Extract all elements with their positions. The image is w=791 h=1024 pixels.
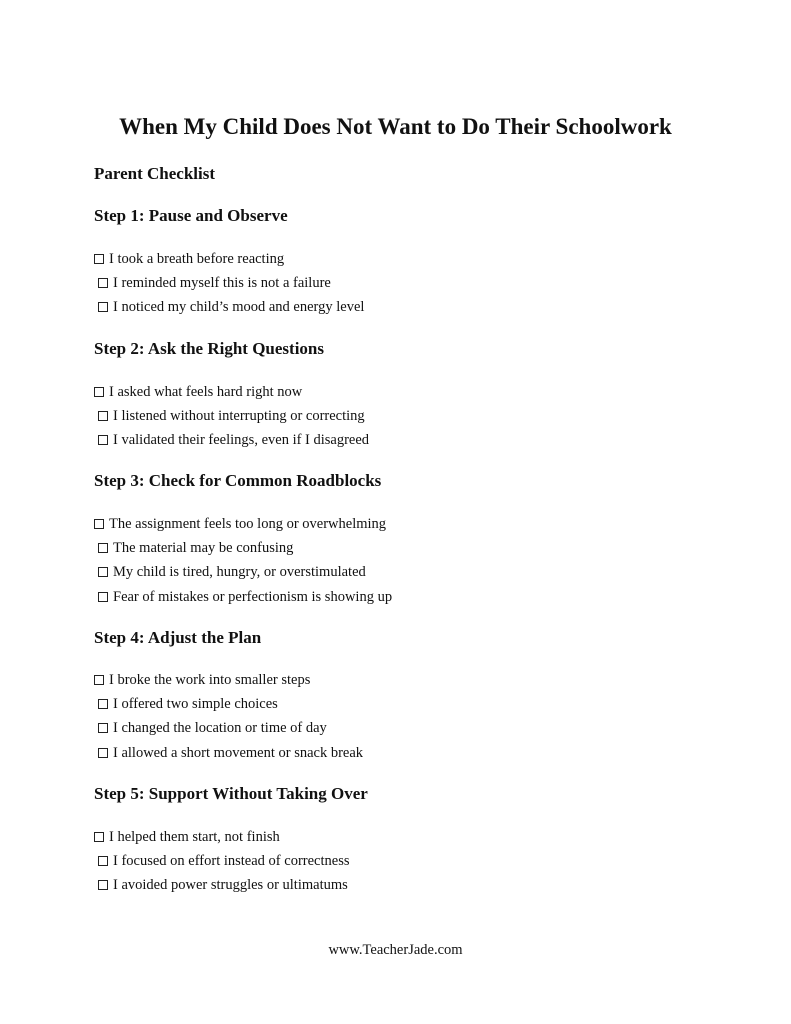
checkbox-icon[interactable]	[98, 592, 108, 602]
checklist-item-label: I broke the work into smaller steps	[109, 672, 311, 688]
checklist-item-label: My child is tired, hungry, or overstimulated	[113, 564, 366, 580]
checklist-item-label: I helped them start, not finish	[109, 829, 280, 845]
checklist-item[interactable]	[98, 587, 392, 607]
checklist-item-label: I asked what feels hard right now	[109, 384, 303, 400]
step-2-heading: Step 2: Ask the Right Questions	[94, 339, 325, 358]
checkbox-icon[interactable]	[98, 856, 108, 866]
checkbox-icon[interactable]	[98, 435, 108, 445]
checklist-item[interactable]	[98, 297, 364, 317]
checklist-item[interactable]	[94, 382, 302, 402]
checklist-item[interactable]	[98, 273, 331, 293]
checkbox-icon[interactable]	[94, 675, 104, 685]
checklist-item-label: I noticed my child’s mood and energy level	[113, 299, 365, 315]
checkbox-icon[interactable]	[98, 723, 108, 733]
checklist-item[interactable]	[94, 514, 386, 534]
checklist-item[interactable]	[98, 538, 293, 558]
checklist-item[interactable]	[94, 827, 280, 847]
checkbox-icon[interactable]	[98, 278, 108, 288]
checklist-item-label: I took a breath before reacting	[109, 251, 285, 267]
checklist-item-label: The material may be confusing	[113, 540, 294, 556]
checkbox-icon[interactable]	[98, 699, 108, 709]
checkbox-icon[interactable]	[98, 748, 108, 758]
checklist-item[interactable]	[94, 249, 284, 269]
checklist-subtitle: Parent Checklist	[94, 164, 216, 183]
checkbox-icon[interactable]	[98, 880, 108, 890]
checkbox-icon[interactable]	[94, 387, 104, 397]
checkbox-icon[interactable]	[98, 543, 108, 553]
checklist-item[interactable]	[98, 562, 366, 582]
footer-website: www.TeacherJade.com	[328, 942, 463, 958]
checkbox-icon[interactable]	[94, 254, 104, 264]
step-3-heading: Step 3: Check for Common Roadblocks	[94, 471, 382, 490]
checklist-item[interactable]	[98, 694, 278, 714]
page-title: When My Child Does Not Want to Do Their Schoolwork	[119, 114, 672, 139]
checklist-item-label: The assignment feels too long or overwhelming	[109, 516, 387, 532]
checklist-item-label: I reminded myself this is not a failure	[113, 275, 331, 291]
step-4-heading: Step 4: Adjust the Plan	[94, 628, 262, 647]
checklist-item[interactable]	[98, 875, 348, 895]
checklist-item[interactable]	[98, 743, 363, 763]
checklist-item-label: I allowed a short movement or snack break	[113, 745, 364, 761]
checkbox-icon[interactable]	[98, 411, 108, 421]
checklist-item-label: I offered two simple choices	[113, 696, 278, 712]
checklist-item[interactable]	[98, 430, 369, 450]
checklist-item[interactable]	[98, 718, 327, 738]
checklist-item[interactable]	[98, 851, 349, 871]
step-5-heading: Step 5: Support Without Taking Over	[94, 784, 368, 803]
checklist-item[interactable]	[94, 670, 310, 690]
checkbox-icon[interactable]	[94, 519, 104, 529]
checklist-item-label: I listened without interrupting or correcting	[113, 408, 365, 424]
checklist-item-label: Fear of mistakes or perfectionism is showing up	[113, 589, 393, 605]
step-1-heading: Step 1: Pause and Observe	[94, 206, 288, 225]
checkbox-icon[interactable]	[98, 302, 108, 312]
checklist-item-label: I focused on effort instead of correctness	[113, 853, 350, 869]
checklist-item-label: I changed the location or time of day	[113, 720, 327, 736]
checkbox-icon[interactable]	[94, 832, 104, 842]
checklist-item-label: I avoided power struggles or ultimatums	[113, 877, 348, 893]
checkbox-icon[interactable]	[98, 567, 108, 577]
checklist-item-label: I validated their feelings, even if I disagreed	[113, 432, 370, 448]
checklist-item[interactable]	[98, 406, 365, 426]
